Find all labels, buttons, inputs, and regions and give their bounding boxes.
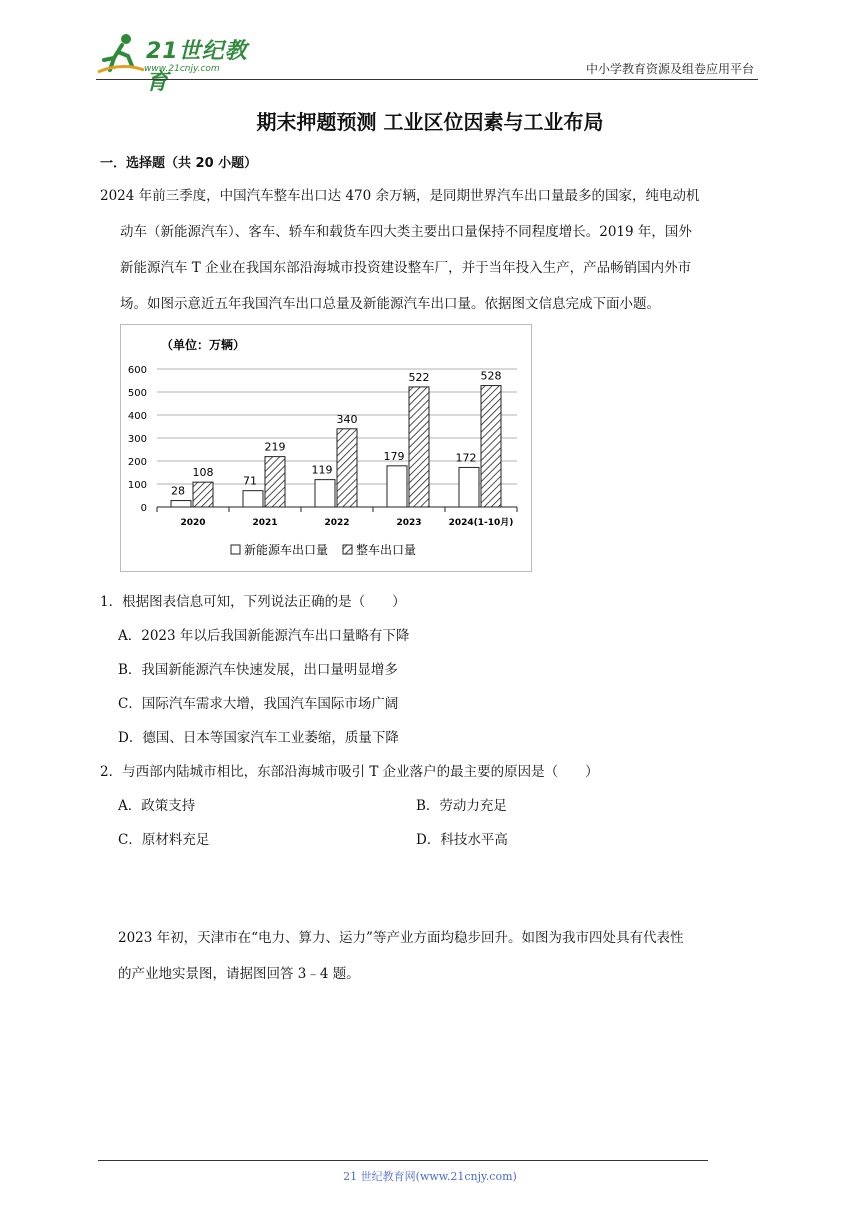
intro2-line: 2023 年初，天津市在“电力、算力、运力”等产业方面均稳步回升。如图为我市四处具有代表性 <box>118 930 684 946</box>
bar <box>315 480 335 507</box>
data-label: 119 <box>311 463 333 477</box>
logo-text: 21世纪教育 <box>146 39 248 95</box>
y-tick-label: 600 <box>127 365 147 376</box>
bar <box>459 467 479 507</box>
intro1-line: 新能源汽车 T 企业在我国东部沿海城市投资建设整车厂，并于当年投入生产，产品畅销国内外市 <box>120 260 692 276</box>
intro-paragraph-2 <box>118 920 778 992</box>
bar <box>337 429 357 507</box>
legend-swatch <box>343 545 352 554</box>
bar <box>265 457 285 507</box>
q1-option-b[interactable]: B．我国新能源汽车快速发展，出口量明显增多 <box>118 662 398 678</box>
y-tick-label: 0 <box>140 503 147 514</box>
bar <box>171 501 191 507</box>
data-label: 71 <box>243 474 257 488</box>
bar <box>243 491 263 507</box>
x-tick-label: 2022 <box>324 518 350 528</box>
y-tick-label: 200 <box>127 457 147 468</box>
data-label: 172 <box>455 451 477 465</box>
bar <box>387 466 407 507</box>
question-2-stem: 2．与西部内陆城市相比，东部沿海城市吸引 T 企业落户的最主要的原因是（ ） <box>100 764 599 780</box>
data-label: 219 <box>264 440 286 454</box>
y-tick-label: 400 <box>127 411 147 422</box>
data-label: 528 <box>480 369 502 383</box>
runner-logo-icon <box>96 32 146 76</box>
footer-text: 21 世纪教育网(www.21cnjy.com) <box>343 1170 517 1183</box>
question-1-stem: 1．根据图表信息可知，下列说法正确的是（ ） <box>100 594 406 610</box>
footer-divider <box>98 1160 708 1161</box>
q2-option-c[interactable]: C．原材料充足 <box>118 832 210 848</box>
legend-label: 整车出口量 <box>356 543 417 557</box>
intro2-line: 的产业地实景图，请据图回答 3﹣4 题。 <box>118 966 360 982</box>
legend-label: 新能源车出口量 <box>244 543 329 557</box>
section-heading: 一．选择题（共 20 小题） <box>100 156 258 171</box>
data-label: 108 <box>192 466 214 480</box>
data-label: 28 <box>171 484 185 498</box>
legend-swatch <box>231 545 240 554</box>
logo-url: www.21cnjy.com <box>144 64 220 74</box>
bar-chart-svg <box>121 325 531 571</box>
bar <box>481 386 501 507</box>
x-tick-label: 2024(1-10月) <box>448 518 514 528</box>
intro1-line: 场。如图示意近五年我国汽车出口总量及新能源汽车出口量。依据图文信息完成下面小题。 <box>120 296 660 312</box>
y-tick-label: 100 <box>127 480 147 491</box>
q1-option-d[interactable]: D．德国、日本等国家汽车工业萎缩，质量下降 <box>118 730 399 746</box>
intro-paragraph-1 <box>100 178 776 322</box>
platform-name: 中小学教育资源及组卷应用平台 <box>585 62 754 76</box>
q2-option-d[interactable]: D．科技水平高 <box>416 832 508 848</box>
x-tick-label: 2021 <box>252 518 278 528</box>
x-tick-label: 2023 <box>396 518 422 528</box>
x-tick-label: 2020 <box>180 518 206 528</box>
y-tick-label: 500 <box>127 388 147 399</box>
q1-option-a[interactable]: A．2023 年以后我国新能源汽车出口量略有下降 <box>118 628 410 644</box>
intro1-line: 动车（新能源汽车）、客车、轿车和载货车四大类主要出口量保持不同程度增长。2019 年，国外 <box>120 224 692 240</box>
export-chart <box>120 324 532 572</box>
page-header <box>96 30 758 95</box>
data-label: 340 <box>336 412 358 426</box>
q2-option-a[interactable]: A．政策支持 <box>118 798 196 814</box>
page-title: 期末押题预测 工业区位因素与工业布局 <box>256 110 604 134</box>
data-label: 522 <box>408 370 430 384</box>
q1-option-c[interactable]: C．国际汽车需求大增，我国汽车国际市场广阔 <box>118 696 399 712</box>
bar <box>193 482 213 507</box>
site-logo <box>96 32 266 95</box>
q2-option-b[interactable]: B．劳动力充足 <box>416 798 507 814</box>
header-divider <box>96 79 758 80</box>
bar <box>409 387 429 507</box>
y-tick-label: 300 <box>127 434 147 445</box>
data-label: 179 <box>383 449 405 463</box>
chart-title: （单位：万辆） <box>161 338 246 352</box>
intro1-line: 2024 年前三季度，中国汽车整车出口达 470 余万辆，是同期世界汽车出口量最多的国家，纯电动机 <box>100 188 700 204</box>
